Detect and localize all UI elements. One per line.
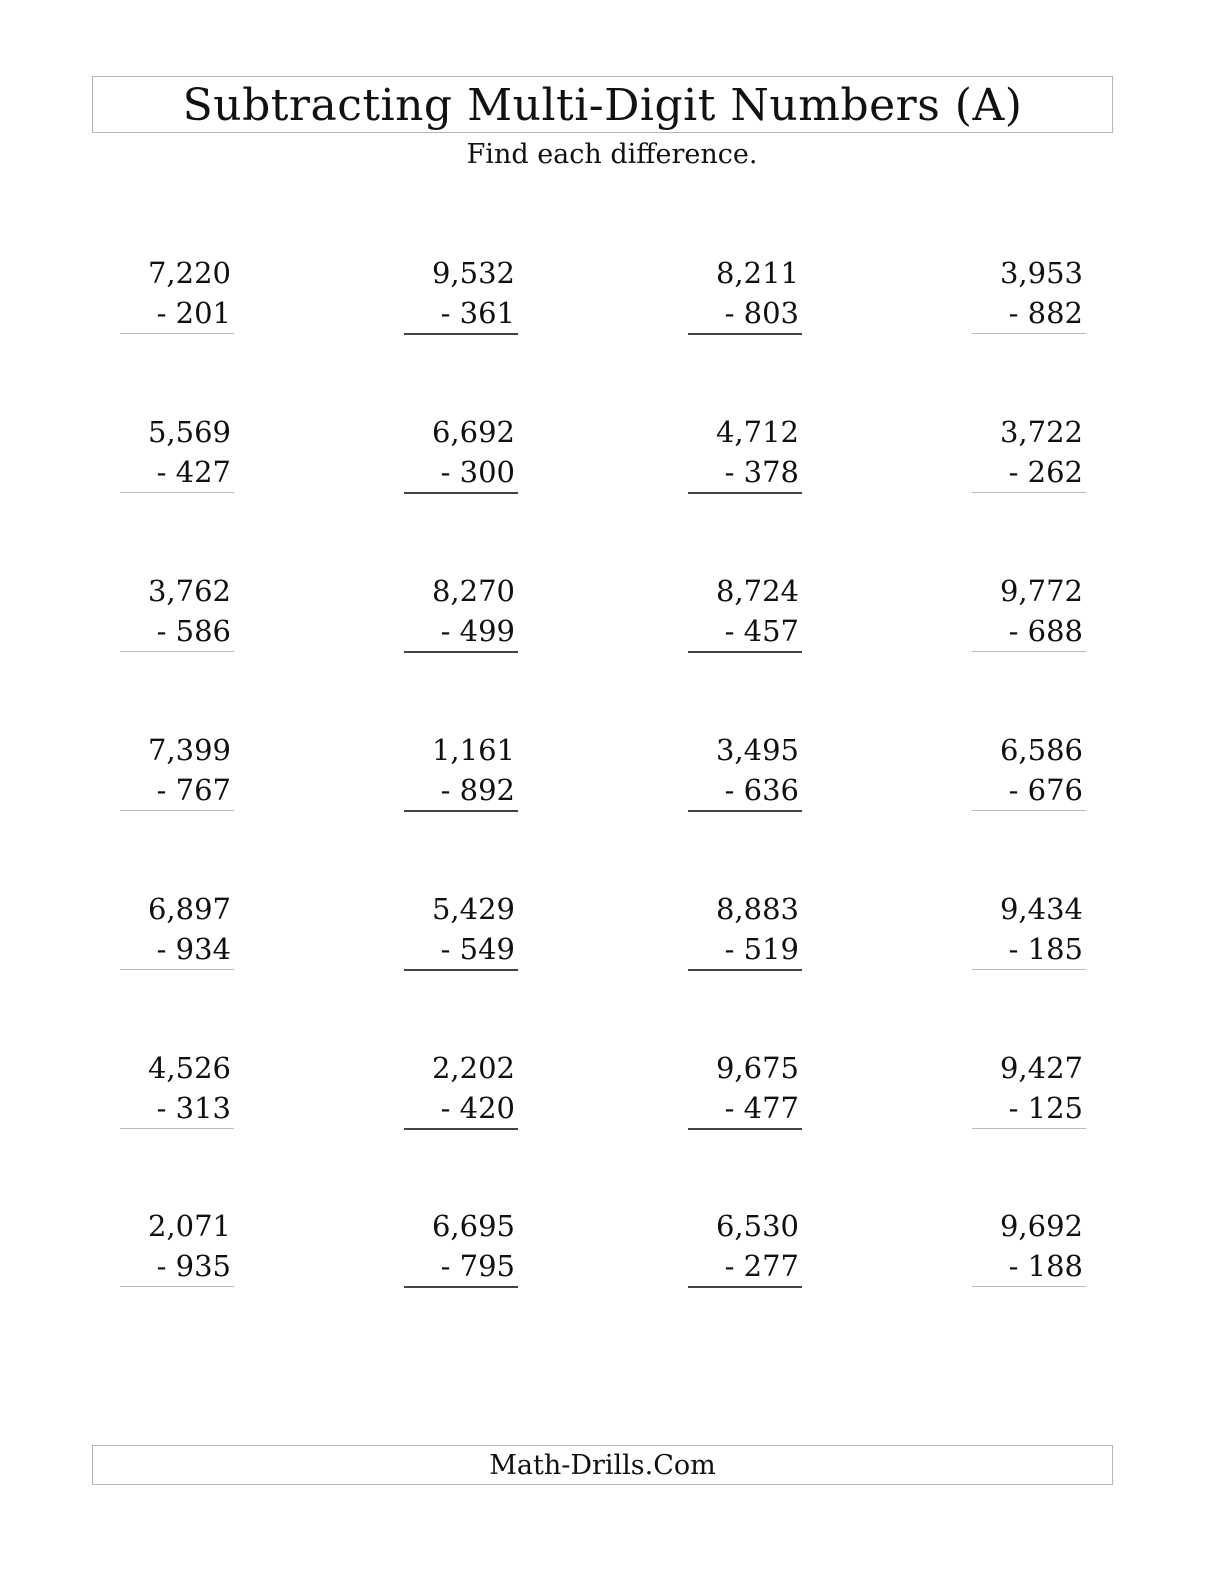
- answer-line: [404, 492, 518, 494]
- problem-7-1: [120, 1206, 234, 1287]
- answer-line: [688, 1286, 802, 1288]
- answer-line: [120, 492, 234, 493]
- subtrahend: - 188: [1008, 1249, 1083, 1283]
- answer-line: [404, 969, 518, 971]
- footer-text: Math-Drills.Com: [489, 1450, 716, 1481]
- answer-line: [120, 651, 234, 652]
- problem-7-2: [404, 1206, 518, 1288]
- subtrahend: - 767: [156, 773, 231, 807]
- subtrahend: - 499: [440, 614, 515, 648]
- problem-5-2: [404, 889, 518, 971]
- page-title: Subtracting Multi-Digit Numbers (A): [182, 80, 1023, 131]
- subtrahend: - 185: [1008, 932, 1083, 966]
- answer-line: [404, 651, 518, 653]
- problem-2-3: [688, 412, 802, 494]
- problem-5-1: [120, 889, 234, 970]
- answer-line: [404, 810, 518, 812]
- answer-line: [688, 333, 802, 335]
- subtrahend: - 882: [1008, 296, 1083, 330]
- answer-line: [688, 810, 802, 812]
- answer-line: [404, 1286, 518, 1288]
- minuend: 4,526: [147, 1051, 231, 1085]
- minuend: 8,724: [715, 574, 799, 608]
- minuend: 6,692: [431, 415, 515, 449]
- minuend: 9,772: [999, 574, 1083, 608]
- minuend: 3,762: [147, 574, 231, 608]
- answer-line: [972, 1286, 1086, 1287]
- problem-1-2: [404, 253, 518, 335]
- minuend: 3,495: [715, 733, 799, 767]
- answer-line: [120, 1286, 234, 1287]
- answer-line: [120, 810, 234, 811]
- problem-1-1: [120, 253, 234, 334]
- answer-line: [972, 1128, 1086, 1129]
- minuend: 6,897: [147, 892, 231, 926]
- answer-line: [120, 333, 234, 334]
- subtrahend: - 477: [724, 1091, 799, 1125]
- subtrahend: - 935: [156, 1249, 231, 1283]
- problem-3-3: [688, 571, 802, 653]
- minuend: 8,270: [431, 574, 515, 608]
- minuend: 9,427: [999, 1051, 1083, 1085]
- answer-line: [688, 1128, 802, 1130]
- subtrahend: - 427: [156, 455, 231, 489]
- answer-line: [404, 333, 518, 335]
- subtrahend: - 361: [440, 296, 515, 330]
- minuend: 6,586: [999, 733, 1083, 767]
- minuend: 4,712: [715, 415, 799, 449]
- subtrahend: - 420: [440, 1091, 515, 1125]
- subtrahend: - 457: [724, 614, 799, 648]
- problem-4-3: [688, 730, 802, 812]
- answer-line: [972, 492, 1086, 493]
- instructions: Find each difference.: [466, 139, 758, 170]
- answer-line: [688, 492, 802, 494]
- problem-3-1: [120, 571, 234, 652]
- minuend: 5,569: [147, 415, 231, 449]
- minuend: 3,722: [999, 415, 1083, 449]
- footer-box: [92, 1445, 1113, 1485]
- answer-line: [972, 651, 1086, 652]
- problem-6-4: [972, 1048, 1086, 1129]
- subtrahend: - 676: [1008, 773, 1083, 807]
- problem-2-4: [972, 412, 1086, 493]
- subtrahend: - 636: [724, 773, 799, 807]
- minuend: 8,883: [715, 892, 799, 926]
- subtrahend: - 586: [156, 614, 231, 648]
- subtrahend: - 201: [156, 296, 231, 330]
- problem-3-4: [972, 571, 1086, 652]
- minuend: 1,161: [431, 733, 515, 767]
- answer-line: [120, 969, 234, 970]
- problem-2-2: [404, 412, 518, 494]
- subtrahend: - 300: [440, 455, 515, 489]
- problem-1-4: [972, 253, 1086, 334]
- problem-7-4: [972, 1206, 1086, 1287]
- problem-5-4: [972, 889, 1086, 970]
- minuend: 9,434: [999, 892, 1083, 926]
- answer-line: [972, 969, 1086, 970]
- minuend: 8,211: [715, 256, 799, 290]
- minuend: 2,071: [147, 1209, 231, 1243]
- subtrahend: - 892: [440, 773, 515, 807]
- minuend: 3,953: [999, 256, 1083, 290]
- problem-4-4: [972, 730, 1086, 811]
- minuend: 5,429: [431, 892, 515, 926]
- subtrahend: - 795: [440, 1249, 515, 1283]
- problem-4-2: [404, 730, 518, 812]
- subtrahend: - 519: [724, 932, 799, 966]
- minuend: 6,530: [715, 1209, 799, 1243]
- minuend: 2,202: [431, 1051, 515, 1085]
- answer-line: [120, 1128, 234, 1129]
- subtrahend: - 803: [724, 296, 799, 330]
- problem-2-1: [120, 412, 234, 493]
- answer-line: [972, 333, 1086, 334]
- answer-line: [688, 651, 802, 653]
- problem-6-1: [120, 1048, 234, 1129]
- subtrahend: - 125: [1008, 1091, 1083, 1125]
- minuend: 6,695: [431, 1209, 515, 1243]
- subtrahend: - 277: [724, 1249, 799, 1283]
- minuend: 9,692: [999, 1209, 1083, 1243]
- problem-5-3: [688, 889, 802, 971]
- subtrahend: - 549: [440, 932, 515, 966]
- subtrahend: - 688: [1008, 614, 1083, 648]
- subtrahend: - 313: [156, 1091, 231, 1125]
- problem-3-2: [404, 571, 518, 653]
- minuend: 7,220: [147, 256, 231, 290]
- problem-6-2: [404, 1048, 518, 1130]
- minuend: 7,399: [147, 733, 231, 767]
- subtrahend: - 378: [724, 455, 799, 489]
- problem-7-3: [688, 1206, 802, 1288]
- answer-line: [404, 1128, 518, 1130]
- subtrahend: - 934: [156, 932, 231, 966]
- subtrahend: - 262: [1008, 455, 1083, 489]
- answer-line: [972, 810, 1086, 811]
- minuend: 9,675: [715, 1051, 799, 1085]
- problem-4-1: [120, 730, 234, 811]
- minuend: 9,532: [431, 256, 515, 290]
- problem-1-3: [688, 253, 802, 335]
- problem-6-3: [688, 1048, 802, 1130]
- answer-line: [688, 969, 802, 971]
